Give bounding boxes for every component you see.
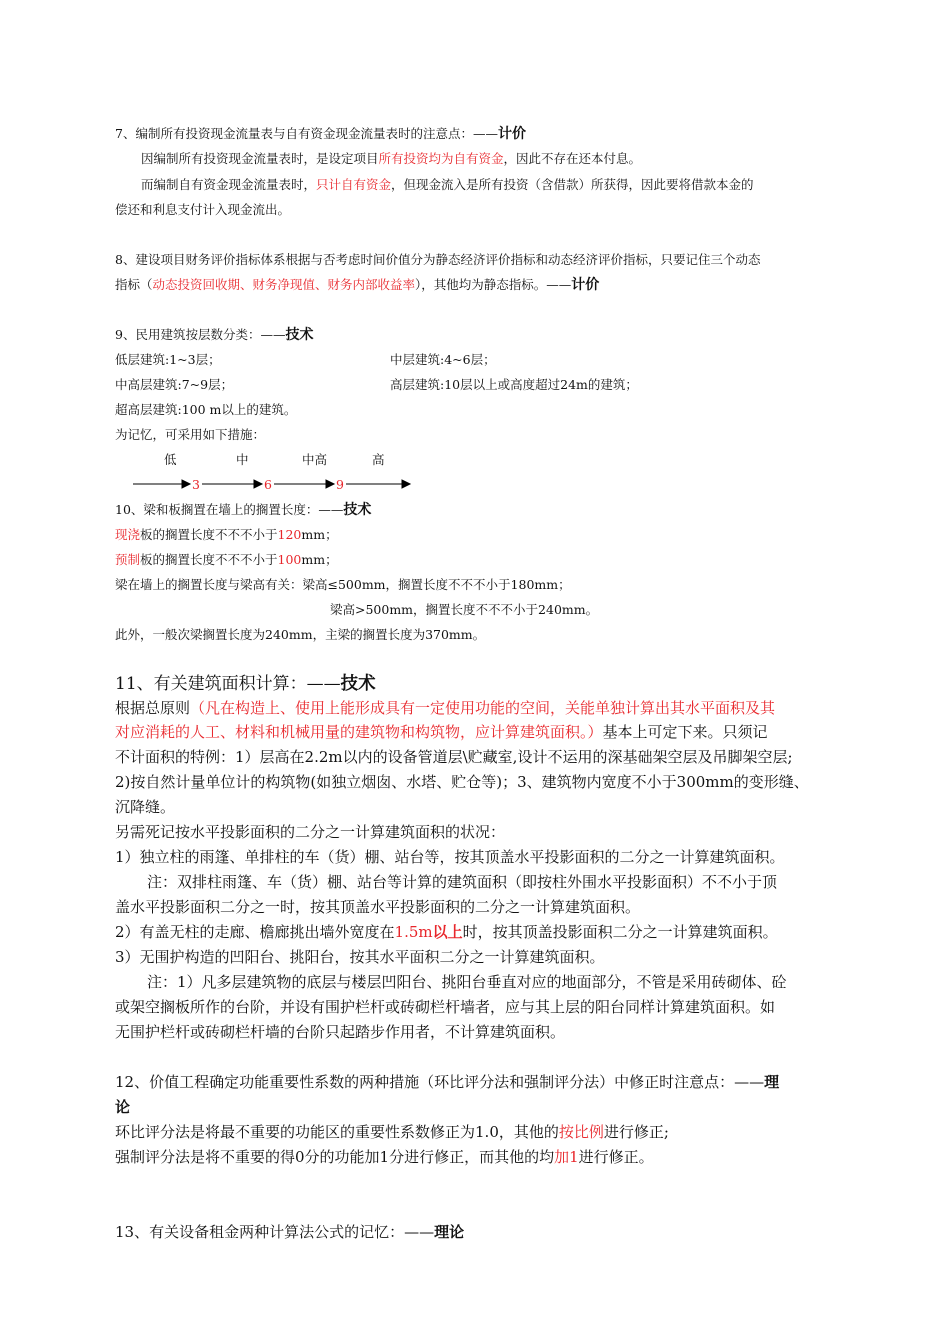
arrow-label-midhigh: 中高 bbox=[302, 452, 328, 467]
arrow-head-3 bbox=[326, 480, 334, 488]
s7-para2-cont: 偿还和利息支付计入现金流出。 bbox=[115, 202, 291, 217]
s9-super: 超高层建筑:100 m以上的建筑。 bbox=[115, 402, 297, 417]
s10-line1: 现浇板的搁置长度不不不小于120mm； bbox=[115, 527, 338, 542]
arrow-label-high: 高 bbox=[372, 452, 385, 467]
s10-line4: 梁高>500mm，搁置长度不不不小于240mm。 bbox=[330, 602, 599, 617]
s12-title: 12、价值工程确定功能重要性系数的两种措施（环比评分法和强制评分法）中修正时注意点：——理 bbox=[115, 1073, 780, 1091]
s11-line6: 另需死记按水平投影面积的二分之一计算建筑面积的状况： bbox=[115, 823, 506, 841]
s9-mid: 中层建筑:4~6层； bbox=[390, 352, 496, 367]
s11-line13: 或架空搁板所作的台阶，并设有围护栏杆或砖砌栏杆墙者，应与其上层的阳台同样计算建筑面积。如 bbox=[115, 998, 776, 1016]
arrow-head-1 bbox=[182, 480, 190, 488]
s11-line2: 对应消耗的人工、材料和机械用量的建筑物和构筑物，应计算建筑面积。）基本上可定下来。只须记 bbox=[115, 723, 768, 741]
s10-line5: 此外，一般次梁搁置长度为240mm，主梁的搁置长度为370mm。 bbox=[115, 627, 486, 642]
arrow-number-9: 9 bbox=[336, 477, 344, 492]
s11-line1: 根据总原则（凡在构造上、使用上能形成具有一定使用功能的空间，关能单独计算出其水平面积及其 bbox=[115, 699, 776, 717]
s11-title: 11、有关建筑面积计算：——技术 bbox=[115, 674, 376, 694]
s7-para2: 而编制自有资金现金流量表时，只计自有资金，但现金流入是所有投资（含借款）所获得，因此要将借款本金的 bbox=[141, 177, 754, 192]
s12-title-cont: 论 bbox=[115, 1098, 131, 1116]
s11-line8: 注：双排柱雨篷、车（货）棚、站台等计算的建筑面积（即按柱外围水平投影面积）不不小于顶 bbox=[147, 873, 778, 891]
s9-memo: 为记忆，可采用如下措施： bbox=[115, 427, 266, 442]
s11-line7: 1）独立柱的雨篷、单排柱的车（货）棚、站台等，按其顶盖水平投影面积的二分之一计算建筑面积。 bbox=[115, 848, 785, 866]
s7-title: 7、编制所有投资现金流量表与自有资金现金流量表时的注意点：——计价 bbox=[115, 126, 526, 142]
s12-line2: 强制评分法是将不重要的得0分的功能加1分进行修正，而其他的均加1进行修正。 bbox=[115, 1148, 654, 1166]
s11-line9: 盖水平投影面积二分之一时，按其顶盖水平投影面积的二分之一计算建筑面积。 bbox=[115, 898, 641, 916]
s10-line2: 预制板的搁置长度不不不小于100mm； bbox=[115, 552, 338, 567]
s9-high: 高层建筑:10层以上或高度超过24m的建筑； bbox=[390, 377, 638, 392]
s8-line1: 8、建设项目财务评价指标体系根据与否考虑时间价值分为静态经济评价指标和动态经济评价指标，只要记住三个动态 bbox=[115, 252, 761, 267]
s13-title: 13、有关设备租金两种计算法公式的记忆：——理论 bbox=[115, 1223, 465, 1241]
s11-line5: 沉降缝。 bbox=[115, 798, 176, 816]
s9-low: 低层建筑:1~3层； bbox=[115, 352, 221, 367]
arrow-label-low: 低 bbox=[164, 452, 177, 467]
s11-line14: 无围护栏杆或砖砌栏杆墙的台阶只起踏步作用者，不计算建筑面积。 bbox=[115, 1023, 566, 1041]
arrow-number-3: 3 bbox=[192, 477, 200, 492]
s11-line4: 2)按自然计量单位计的构筑物(如独立烟囱、水塔、贮仓等)；3、建筑物内宽度不小于300mm的变形缝、 bbox=[115, 773, 809, 791]
s12-line1: 环比评分法是将最不重要的功能区的重要性系数修正为1.0，其他的按比例进行修正; bbox=[115, 1123, 669, 1141]
arrow-head-2 bbox=[254, 480, 262, 488]
s11-line11: 3）无围护构造的凹阳台、挑阳台，按其水平面积二分之一计算建筑面积。 bbox=[115, 948, 605, 966]
s10-title: 10、梁和板搁置在墙上的搁置长度：——技术 bbox=[115, 502, 372, 518]
s11-line3: 不计面积的特例：1）层高在2.2m以内的设备管道层\贮藏室,设计不运用的深基础架空层及吊脚架空层; bbox=[115, 748, 793, 766]
arrow-head-4 bbox=[402, 480, 410, 488]
s11-line12: 注：1）凡多层建筑物的底层与楼层凹阳台、挑阳台垂直对应的地面部分，不管是采用砖砌体、砼 bbox=[147, 973, 787, 991]
arrow-label-mid: 中 bbox=[236, 452, 249, 467]
s9-title: 9、民用建筑按层数分类：——技术 bbox=[115, 327, 314, 343]
s11-line10: 2）有盖无柱的走廊、檐廊挑出墙外宽度在1.5m以上时，按其顶盖投影面积二分之一计算建筑面积。 bbox=[115, 923, 778, 941]
s8-line2: 指标（动态投资回收期、财务净现值、财务内部收益率），其他均为静态指标。——计价 bbox=[115, 277, 600, 293]
s9-midhigh: 中高层建筑:7~9层； bbox=[115, 377, 234, 392]
s7-para1: 因编制所有投资现金流量表时，是设定项目所有投资均为自有资金，因此不存在还本付息。 bbox=[141, 151, 642, 166]
arrow-number-6: 6 bbox=[264, 477, 272, 492]
s10-line3: 梁在墙上的搁置长度与梁高有关：梁高≤500mm，搁置长度不不不小于180mm； bbox=[115, 577, 571, 592]
